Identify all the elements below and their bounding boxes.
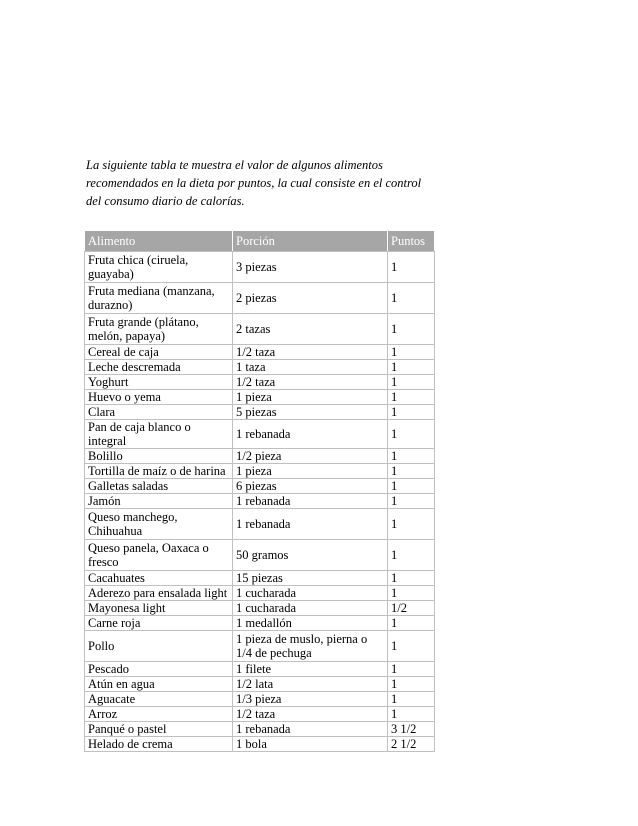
cell-food: Panqué o pastel: [85, 722, 233, 737]
header-food: Alimento: [85, 231, 233, 252]
header-points: Puntos: [388, 231, 435, 252]
cell-food: Atún en agua: [85, 677, 233, 692]
cell-food: Leche descremada: [85, 360, 233, 375]
cell-portion: 1 filete: [233, 662, 388, 677]
cell-points: 1: [388, 571, 435, 586]
cell-food: Aguacate: [85, 692, 233, 707]
cell-portion: 1/2 lata: [233, 677, 388, 692]
cell-food: Fruta mediana (manzana, durazno): [85, 283, 233, 314]
cell-points: 2 1/2: [388, 737, 435, 752]
cell-points: 1: [388, 631, 435, 662]
cell-points: 1: [388, 464, 435, 479]
cell-food: Jamón: [85, 494, 233, 509]
cell-food: Pescado: [85, 662, 233, 677]
cell-portion: 1 pieza: [233, 464, 388, 479]
cell-portion: 1 medallón: [233, 616, 388, 631]
cell-portion: 3 piezas: [233, 252, 388, 283]
cell-portion: 1 rebanada: [233, 494, 388, 509]
cell-portion: 1/3 pieza: [233, 692, 388, 707]
table-row: [85, 586, 435, 601]
intro-paragraph: [86, 156, 446, 210]
table-row: [85, 722, 435, 737]
table-row: [85, 631, 435, 662]
cell-food: Huevo o yema: [85, 390, 233, 405]
table-row: [85, 464, 435, 479]
cell-food: Yoghurt: [85, 375, 233, 390]
cell-food: Fruta grande (plátano, melón, papaya): [85, 314, 233, 345]
table-row: [85, 252, 435, 283]
cell-portion: 1 rebanada: [233, 722, 388, 737]
cell-points: 1: [388, 390, 435, 405]
table-row: [85, 375, 435, 390]
header-portion: Porción: [233, 231, 388, 252]
cell-food: Bolillo: [85, 449, 233, 464]
cell-points: 1: [388, 509, 435, 540]
cell-portion: 2 piezas: [233, 283, 388, 314]
cell-points: 1: [388, 479, 435, 494]
table-row: [85, 571, 435, 586]
cell-portion: 6 piezas: [233, 479, 388, 494]
table-row: [85, 345, 435, 360]
cell-portion: 1/2 pieza: [233, 449, 388, 464]
table-row: [85, 494, 435, 509]
intro-line: del consumo diario de calorías.: [86, 194, 245, 208]
cell-portion: 1/2 taza: [233, 707, 388, 722]
cell-points: 1: [388, 405, 435, 420]
cell-food: Queso manchego, Chihuahua: [85, 509, 233, 540]
table-row: [85, 314, 435, 345]
table-row: [85, 509, 435, 540]
table-row: [85, 692, 435, 707]
cell-portion: 1 pieza: [233, 390, 388, 405]
cell-points: 1: [388, 707, 435, 722]
intro-line: La siguiente tabla te muestra el valor de algunos alimentos: [86, 158, 383, 172]
cell-points: 1: [388, 420, 435, 449]
cell-food: Clara: [85, 405, 233, 420]
table-row: [85, 420, 435, 449]
cell-portion: 15 piezas: [233, 571, 388, 586]
cell-food: Cereal de caja: [85, 345, 233, 360]
cell-portion: 1 cucharada: [233, 586, 388, 601]
cell-portion: 1 rebanada: [233, 509, 388, 540]
cell-portion: 1 cucharada: [233, 601, 388, 616]
table-row: [85, 616, 435, 631]
cell-portion: 1 rebanada: [233, 420, 388, 449]
food-points-table: [84, 230, 435, 752]
cell-points: 1: [388, 252, 435, 283]
cell-food: Galletas saladas: [85, 479, 233, 494]
table-row: [85, 283, 435, 314]
cell-points: 1/2: [388, 601, 435, 616]
cell-food: Arroz: [85, 707, 233, 722]
cell-points: 1: [388, 375, 435, 390]
table-body: [85, 252, 435, 752]
table-row: [85, 390, 435, 405]
table-row: [85, 677, 435, 692]
cell-food: Pan de caja blanco o integral: [85, 420, 233, 449]
table-row: [85, 707, 435, 722]
cell-points: 1: [388, 345, 435, 360]
cell-points: 1: [388, 283, 435, 314]
table-row: [85, 479, 435, 494]
cell-portion: 50 gramos: [233, 540, 388, 571]
cell-portion: 1 taza: [233, 360, 388, 375]
cell-portion: 5 piezas: [233, 405, 388, 420]
cell-food: Cacahuates: [85, 571, 233, 586]
cell-food: Pollo: [85, 631, 233, 662]
cell-food: Tortilla de maíz o de harina: [85, 464, 233, 479]
cell-portion: 1 pieza de muslo, pierna o 1/4 de pechuga: [233, 631, 388, 662]
cell-points: 3 1/2: [388, 722, 435, 737]
table-row: [85, 601, 435, 616]
cell-portion: 1 bola: [233, 737, 388, 752]
cell-points: 1: [388, 314, 435, 345]
intro-line: recomendados en la dieta por puntos, la cual consiste en el control: [86, 176, 422, 190]
cell-food: Queso panela, Oaxaca o fresco: [85, 540, 233, 571]
cell-points: 1: [388, 449, 435, 464]
table-row: [85, 540, 435, 571]
cell-points: 1: [388, 586, 435, 601]
cell-food: Carne roja: [85, 616, 233, 631]
cell-food: Mayonesa light: [85, 601, 233, 616]
cell-points: 1: [388, 616, 435, 631]
cell-points: 1: [388, 677, 435, 692]
cell-points: 1: [388, 662, 435, 677]
cell-points: 1: [388, 494, 435, 509]
table-header-row: [85, 231, 435, 252]
cell-points: 1: [388, 692, 435, 707]
table-row: [85, 662, 435, 677]
cell-food: Fruta chica (ciruela, guayaba): [85, 252, 233, 283]
cell-food: Aderezo para ensalada light: [85, 586, 233, 601]
table-row: [85, 449, 435, 464]
cell-points: 1: [388, 540, 435, 571]
cell-points: 1: [388, 360, 435, 375]
cell-portion: 1/2 taza: [233, 375, 388, 390]
cell-portion: 2 tazas: [233, 314, 388, 345]
table-row: [85, 737, 435, 752]
cell-food: Helado de crema: [85, 737, 233, 752]
table-row: [85, 360, 435, 375]
cell-portion: 1/2 taza: [233, 345, 388, 360]
table-row: [85, 405, 435, 420]
